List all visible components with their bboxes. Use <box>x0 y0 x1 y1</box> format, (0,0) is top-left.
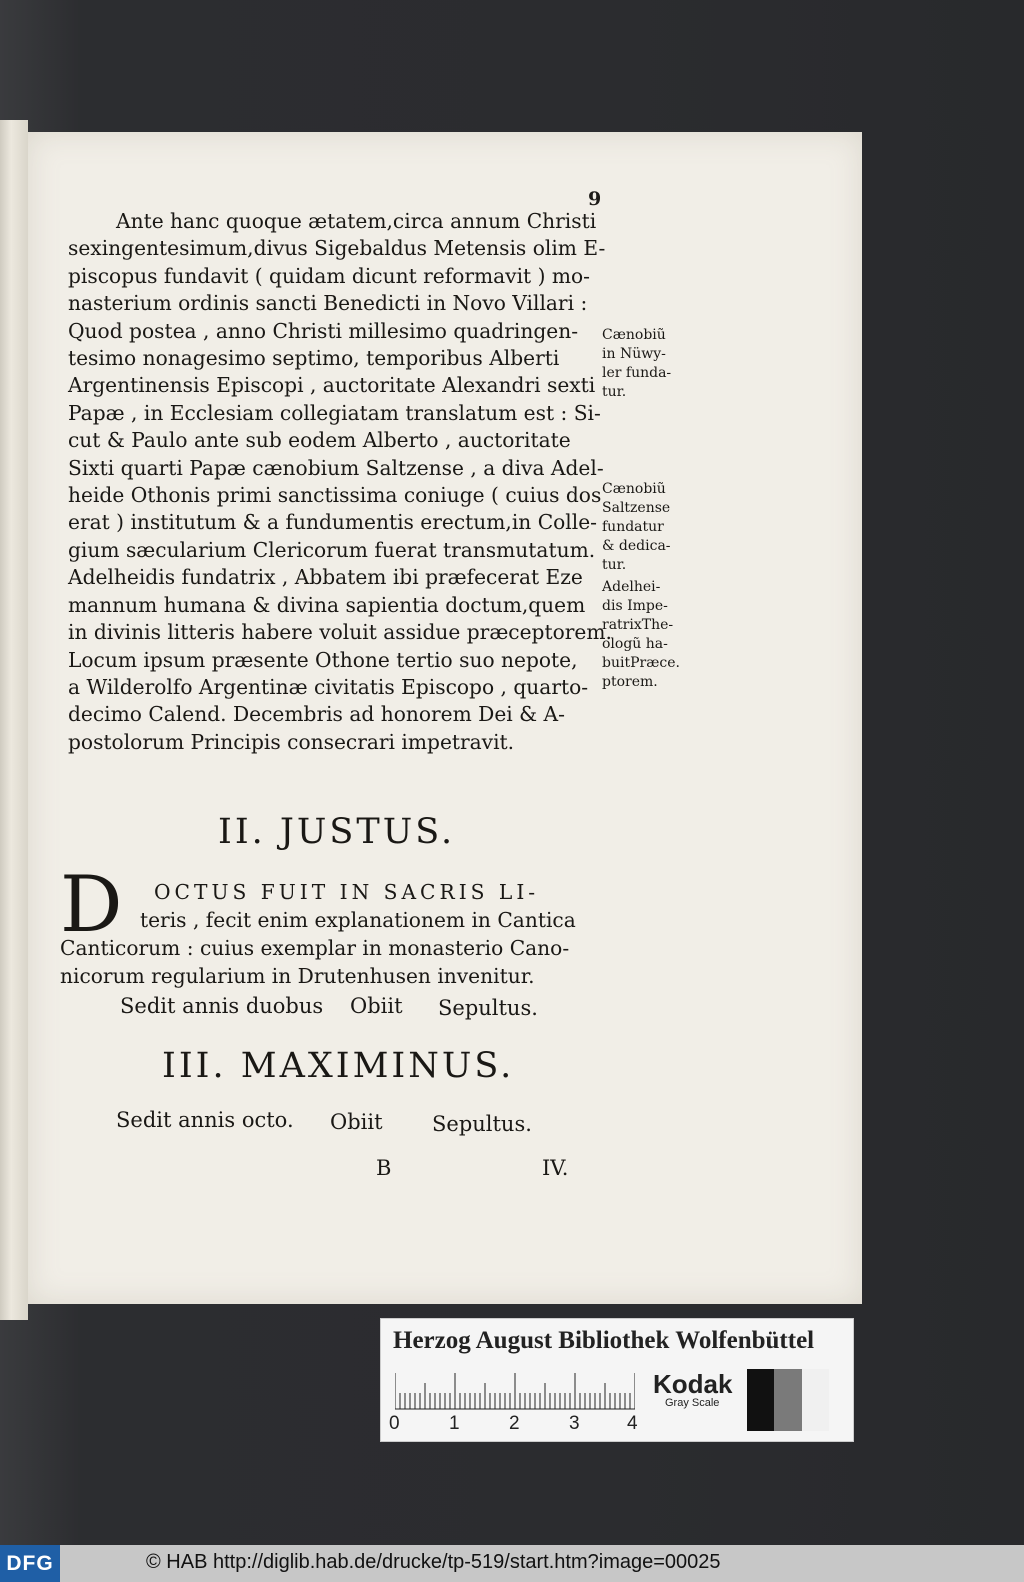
dropcap-letter: D <box>60 860 123 950</box>
marginal-line: ratrixThe- <box>602 617 674 633</box>
signature-mark: B <box>376 1156 392 1180</box>
paragraph-justus <box>60 878 595 990</box>
sedit-text: Sedit annis duobus <box>120 994 324 1018</box>
marginal-line: Cænobiũ <box>602 481 666 497</box>
obiit-text: Obiit <box>350 994 403 1018</box>
ruler-ticks <box>395 1371 635 1411</box>
text-line: Adelheidis fundatrix , Abbatem ibi præfecerat Eze <box>68 565 583 590</box>
text-line: gium sæcularium Clericorum fuerat transmutatum. <box>68 537 596 562</box>
text-line: Sixti quarti Papæ cænobium Saltzense , a diva Adel- <box>68 455 604 480</box>
marginal-line: dis Impe- <box>602 598 668 614</box>
heading-justus: II. JUSTUS. <box>218 812 456 852</box>
marginal-line: fundatur <box>602 519 664 535</box>
text-line: tesimo nonagesimo septimo, temporibus Alberti <box>68 346 560 371</box>
text-line: erat ) institutum & a fundumentis erectum,in Colle- <box>68 510 597 535</box>
ruler-number: 4 <box>627 1413 638 1434</box>
text-line: nasterium ordinis sancti Benedicti in Novo Villari : <box>68 291 588 316</box>
marginal-line: & dedica- <box>602 538 671 554</box>
heading-maximinus: III. MAXIMINUS. <box>162 1046 515 1086</box>
text-line: teris , fecit enim explanationem in Cantica <box>140 908 576 932</box>
kodak-logo: Kodak <box>653 1369 733 1399</box>
sepultus-text: Sepultus. <box>438 996 538 1020</box>
marginal-line: ptorem. <box>602 674 658 690</box>
marginal-line: tur. <box>602 384 627 400</box>
marginal-line: in Nüwy- <box>602 346 666 362</box>
marginal-line: ologũ ha- <box>602 636 668 652</box>
marginal-line: Saltzense <box>602 500 671 516</box>
gray-patches <box>747 1369 829 1431</box>
text-line: heide Othonis primi sanctissima coniuge ( cuius dos <box>68 483 602 508</box>
text-line: in divinis litteris habere voluit assidue præceptorem. <box>68 620 612 645</box>
paragraph-main <box>68 208 612 756</box>
marginal-line: Cænobiũ <box>602 327 666 343</box>
obiit-text: Obiit <box>330 1110 383 1134</box>
dfg-logo: DFG <box>0 1545 60 1582</box>
marginal-line: buitPræce. <box>602 655 680 671</box>
ruler-number: 3 <box>569 1413 580 1434</box>
marginal-note-3 <box>602 578 694 692</box>
text-line: Locum ipsum præsente Othone tertio suo nepote, <box>68 647 578 672</box>
marginal-line: Adelhei- <box>602 579 661 595</box>
text-line: Canticorum : cuius exemplar in monasterio Cano- <box>60 936 570 960</box>
gray-patch <box>774 1369 801 1431</box>
color-calibration-card <box>380 1318 854 1442</box>
text-line: OCTUS FUIT IN SACRIS LI- <box>154 880 540 904</box>
ruler-number: 2 <box>509 1413 520 1434</box>
text-line: Ante hanc quoque ætatem,circa annum Christi <box>116 209 597 233</box>
gray-patch <box>747 1369 774 1431</box>
text-line: Quod postea , anno Christi millesimo quadringen- <box>68 318 579 343</box>
text-line: Papæ , in Ecclesiam collegiatam translatum est : Si- <box>68 400 601 425</box>
text-line: a Wilderolfo Argentinæ civitatis Episcopo , quarto- <box>68 674 589 699</box>
text-line: cut & Paulo ante sub eodem Alberto , auctoritate <box>68 428 571 453</box>
catchword: IV. <box>542 1156 569 1180</box>
text-line: piscopus fundavit ( quidam dicunt reformavit ) mo- <box>68 263 590 288</box>
sepultus-text: Sepultus. <box>432 1112 532 1136</box>
text-line: decimo Calend. Decembris ad honorem Dei & A- <box>68 702 565 727</box>
page-number: 9 <box>588 188 602 210</box>
text-line: postolorum Principis consecrari impetravit. <box>68 729 515 754</box>
ruler-number: 1 <box>449 1413 460 1434</box>
text-line: Argentinensis Episcopi , auctoritate Alexandri sexti <box>68 373 596 398</box>
grayscale-label: Gray Scale <box>665 1397 720 1409</box>
text-line: sexingentesimum,divus Sigebaldus Metensis olim E- <box>68 236 606 261</box>
text-line: nicorum regularium in Drutenhusen invenitur. <box>60 964 535 988</box>
previous-page-edge <box>0 120 28 1320</box>
footer-bar <box>0 1545 1024 1582</box>
text-line: mannum humana & divina sapientia doctum,quem <box>68 592 586 617</box>
marginal-line: tur. <box>602 557 627 573</box>
marginal-note-2 <box>602 480 694 575</box>
marginal-line: ler funda- <box>602 365 672 381</box>
ruler-number: 0 <box>389 1413 400 1434</box>
sedit-text: Sedit annis octo. <box>116 1108 294 1132</box>
library-title: Herzog August Bibliothek Wolfenbüttel <box>393 1327 815 1354</box>
marginal-note-1 <box>602 326 694 402</box>
copyright-url: © HAB http://diglib.hab.de/drucke/tp-519/start.htm?image=00025 <box>146 1551 721 1573</box>
gray-patch <box>802 1369 829 1431</box>
